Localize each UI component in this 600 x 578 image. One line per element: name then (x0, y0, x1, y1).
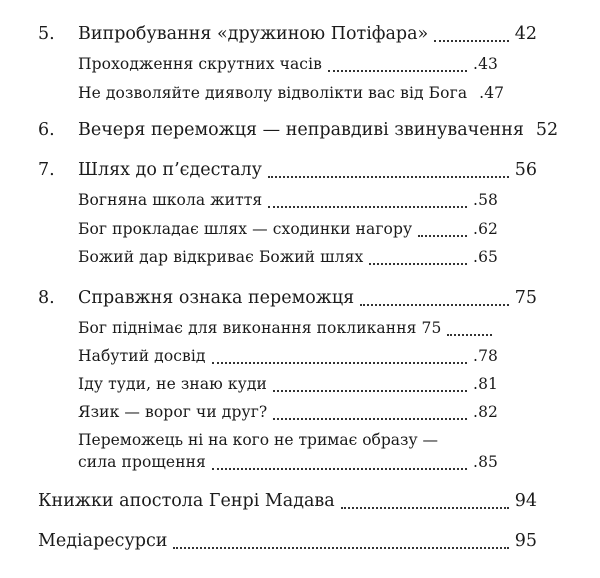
subsection-title: Бог піднімає для виконання покликання 75 (78, 319, 442, 337)
section-title: Книжки апостола Генрі Мадава (38, 491, 335, 511)
toc-entry-subsection[interactable] (78, 319, 498, 337)
subsection-title-line-1[interactable]: Переможець ні на кого не тримає образу — (78, 431, 439, 449)
chapter-number: 8. (38, 288, 55, 308)
dot-leader (418, 235, 467, 237)
toc-entry-subsection[interactable] (78, 55, 498, 73)
dot-leader (268, 206, 467, 208)
subsection-title: Не дозволяйте дияволу відволікти вас від Бога (78, 84, 468, 102)
toc-entry-subsection[interactable] (78, 248, 498, 266)
dot-leader (447, 334, 492, 336)
subsection-title: Іду туди, не знаю куди (78, 375, 267, 393)
dot-leader (434, 40, 508, 42)
dot-leader (341, 507, 509, 509)
dot-leader (212, 362, 467, 364)
toc-entry-chapter-8[interactable] (38, 288, 537, 308)
toc-entry-chapter-6[interactable] (38, 120, 559, 140)
subsection-title: Проходження скрутних часів (78, 55, 322, 73)
page-number: .81 (473, 375, 498, 393)
subsection-title: Бог прокладає шлях — сходинки нагору (78, 220, 413, 238)
toc-entry-subsection[interactable] (78, 220, 498, 238)
page-number: 94 (514, 491, 537, 511)
dot-leader (360, 304, 509, 306)
page-number: .78 (473, 347, 498, 365)
subsection-title: Набутий досвід (78, 347, 206, 365)
dot-leader (212, 468, 467, 470)
toc-entry-chapter-5[interactable] (38, 24, 537, 44)
page-number: .43 (473, 55, 498, 73)
dot-leader (268, 176, 509, 178)
toc-entry-subsection[interactable] (78, 347, 498, 365)
dot-leader (369, 263, 467, 265)
chapter-number: 7. (38, 160, 55, 180)
subsection-title: Язик — ворог чи друг? (78, 403, 268, 421)
page-number: .82 (473, 403, 498, 421)
dot-leader (328, 70, 467, 72)
chapter-title: Справжня ознака переможця (78, 288, 355, 308)
chapter-number: 6. (38, 120, 55, 140)
toc-entry-subsection[interactable] (78, 375, 498, 393)
chapter-title: Випробування «дружиною Потіфара» (78, 24, 429, 44)
dot-leader (273, 390, 467, 392)
toc-entry-books[interactable] (38, 491, 537, 511)
toc-entry-media[interactable] (38, 531, 537, 551)
subsection-title: Божий дар відкриває Божий шлях (78, 248, 364, 266)
section-title: Медіаресурси (38, 531, 168, 551)
page-number: .85 (473, 453, 498, 471)
page-number: .47 (479, 84, 505, 102)
toc-entry-chapter-7[interactable] (38, 160, 537, 180)
page-number: 52 (535, 120, 559, 140)
page-number: .62 (473, 220, 498, 238)
toc-entry-subsection[interactable] (78, 84, 505, 102)
subsection-title: сила прощення (78, 453, 206, 471)
toc-entry-subsection[interactable] (78, 191, 498, 209)
chapter-title: Шлях до п’єдесталу (78, 160, 262, 180)
page-number: .65 (473, 248, 498, 266)
page-number: 95 (514, 531, 537, 551)
page-number: 42 (514, 24, 537, 44)
page-number: 75 (514, 288, 537, 308)
page-number: .58 (473, 191, 498, 209)
dot-leader (173, 547, 508, 549)
subsection-title: Вогняна школа життя (78, 191, 263, 209)
page-number: 56 (514, 160, 537, 180)
chapter-number: 5. (38, 24, 55, 44)
chapter-title: Вечеря переможця — неправдиві звинувачення (78, 120, 524, 140)
dot-leader (273, 418, 467, 420)
toc-entry-subsection[interactable] (78, 403, 498, 421)
toc-entry-subsection[interactable] (78, 453, 498, 471)
